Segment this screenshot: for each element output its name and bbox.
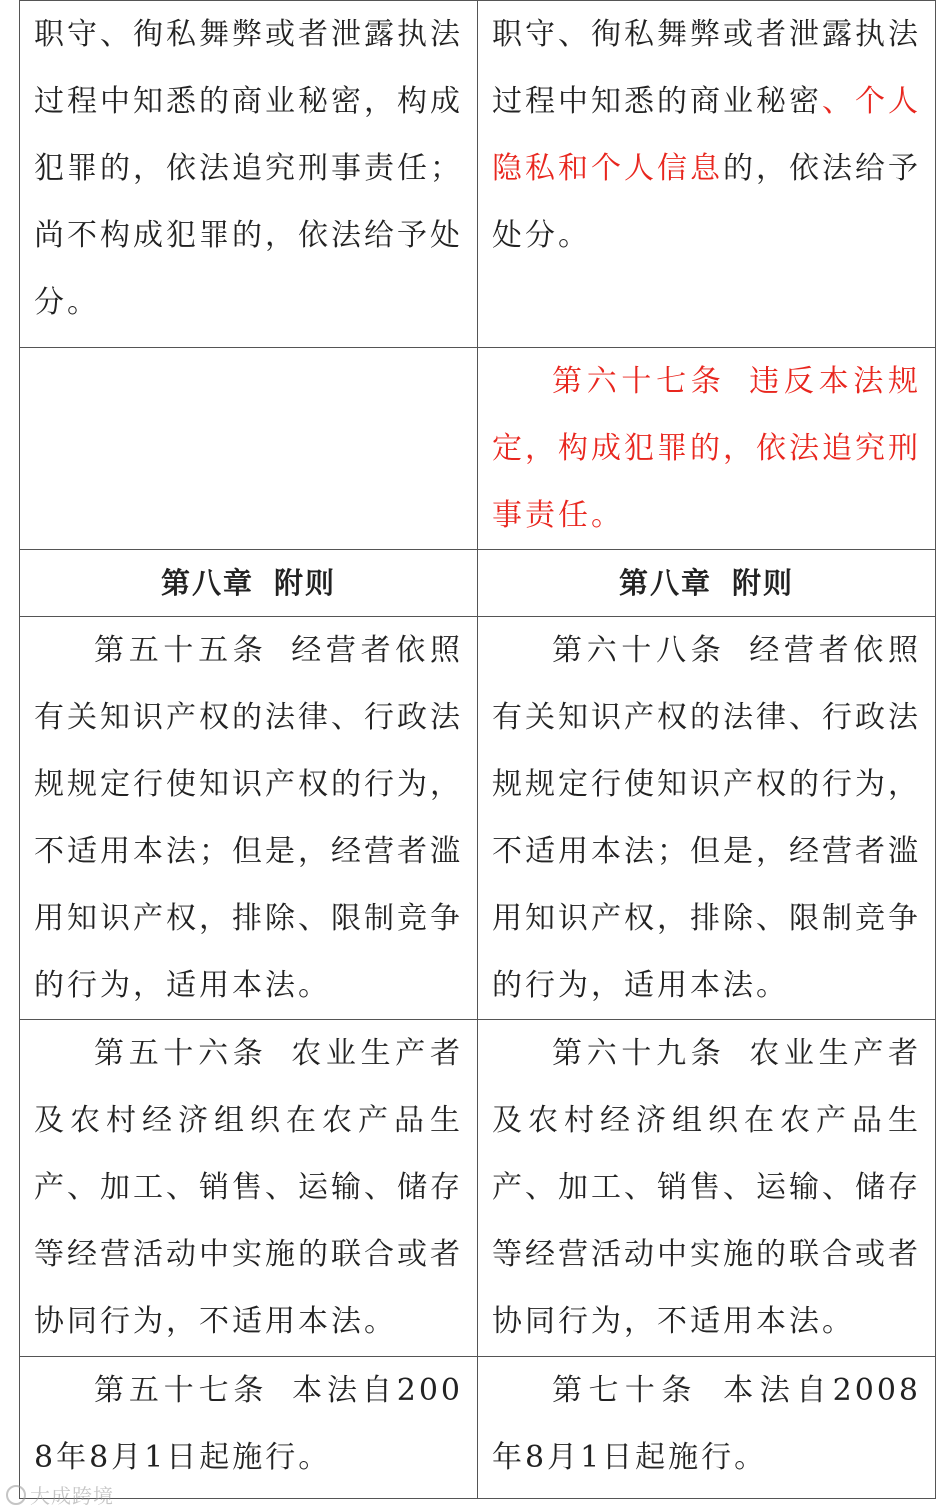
article-number: 第五十六条 [94,1036,268,1071]
new-law-cell [478,617,936,1020]
comparison-table-frame [19,0,935,1499]
amended-text: 违反本法规定，构成犯罪的，依法追究刑事责任。 [492,364,921,533]
old-law-text: 本法自2008年8月1日起施行。 [34,1373,463,1475]
table-row [20,348,936,550]
watermark-text: 大成跨境 [30,1484,114,1508]
old-law-cell [20,617,478,1020]
new-law-chapter-heading [478,550,936,617]
chapter-number: 第八章 [160,566,254,600]
new-law-cell [478,348,936,550]
old-law-cell-empty [20,348,478,550]
article-number: 第七十条 [552,1373,698,1408]
article-number: 第五十五条 [94,633,268,668]
new-law-cell [478,1020,936,1357]
table-row [20,617,936,1020]
table-row [20,1,936,348]
new-law-text: 的，依法给予处分。 [492,151,921,253]
chapter-heading-row [20,550,936,617]
old-law-cell [20,1357,478,1499]
new-law-text: 本法自2008年8月1日起施行。 [492,1373,921,1475]
watermark [6,1480,114,1509]
old-law-text: 经营者依照有关知识产权的法律、行政法规规定行使知识产权的行为，不适用本法；但是，经营者滥用知识产权，排除、限制竞争的行为，适用本法。 [34,633,463,1003]
old-law-text: 职守、徇私舞弊或者泄露执法过程中知悉的商业秘密，构成犯罪的，依法追究刑事责任；尚不构成犯罪的，依法给予处分。 [34,17,463,320]
law-comparison-table [19,0,936,1499]
article-number: 第五十七条 [94,1373,269,1408]
new-law-cell [478,1,936,348]
old-law-chapter-heading [20,550,478,617]
new-law-text: 职守、徇私舞弊或者泄露执法过程中知悉的商业秘密 [492,17,921,119]
new-law-text: 经营者依照有关知识产权的法律、行政法规规定行使知识产权的行为，不适用本法；但是，经营者滥用知识产权，排除、限制竞争的行为，适用本法。 [492,633,921,1003]
article-number: 第六十八条 [552,633,726,668]
table-row [20,1020,936,1357]
table-row [20,1357,936,1499]
chapter-number: 第八章 [618,566,712,600]
old-law-text: 农业生产者及农村经济组织在农产品生产、加工、销售、运输、储存等经营活动中实施的联合或者协同行为，不适用本法。 [34,1036,463,1339]
new-law-text: 农业生产者及农村经济组织在农产品生产、加工、销售、运输、储存等经营活动中实施的联合或者协同行为，不适用本法。 [492,1036,921,1339]
article-number: 第六十九条 [552,1036,726,1071]
chapter-name: 附则 [274,566,337,600]
amended-text: 、个人隐私和个人信息 [492,84,921,186]
article-number: 第六十七条 [552,364,726,399]
chapter-name: 附则 [732,566,795,600]
watermark-logo-icon [6,1485,26,1505]
old-law-cell [20,1,478,348]
old-law-cell [20,1020,478,1357]
new-law-cell [478,1357,936,1499]
